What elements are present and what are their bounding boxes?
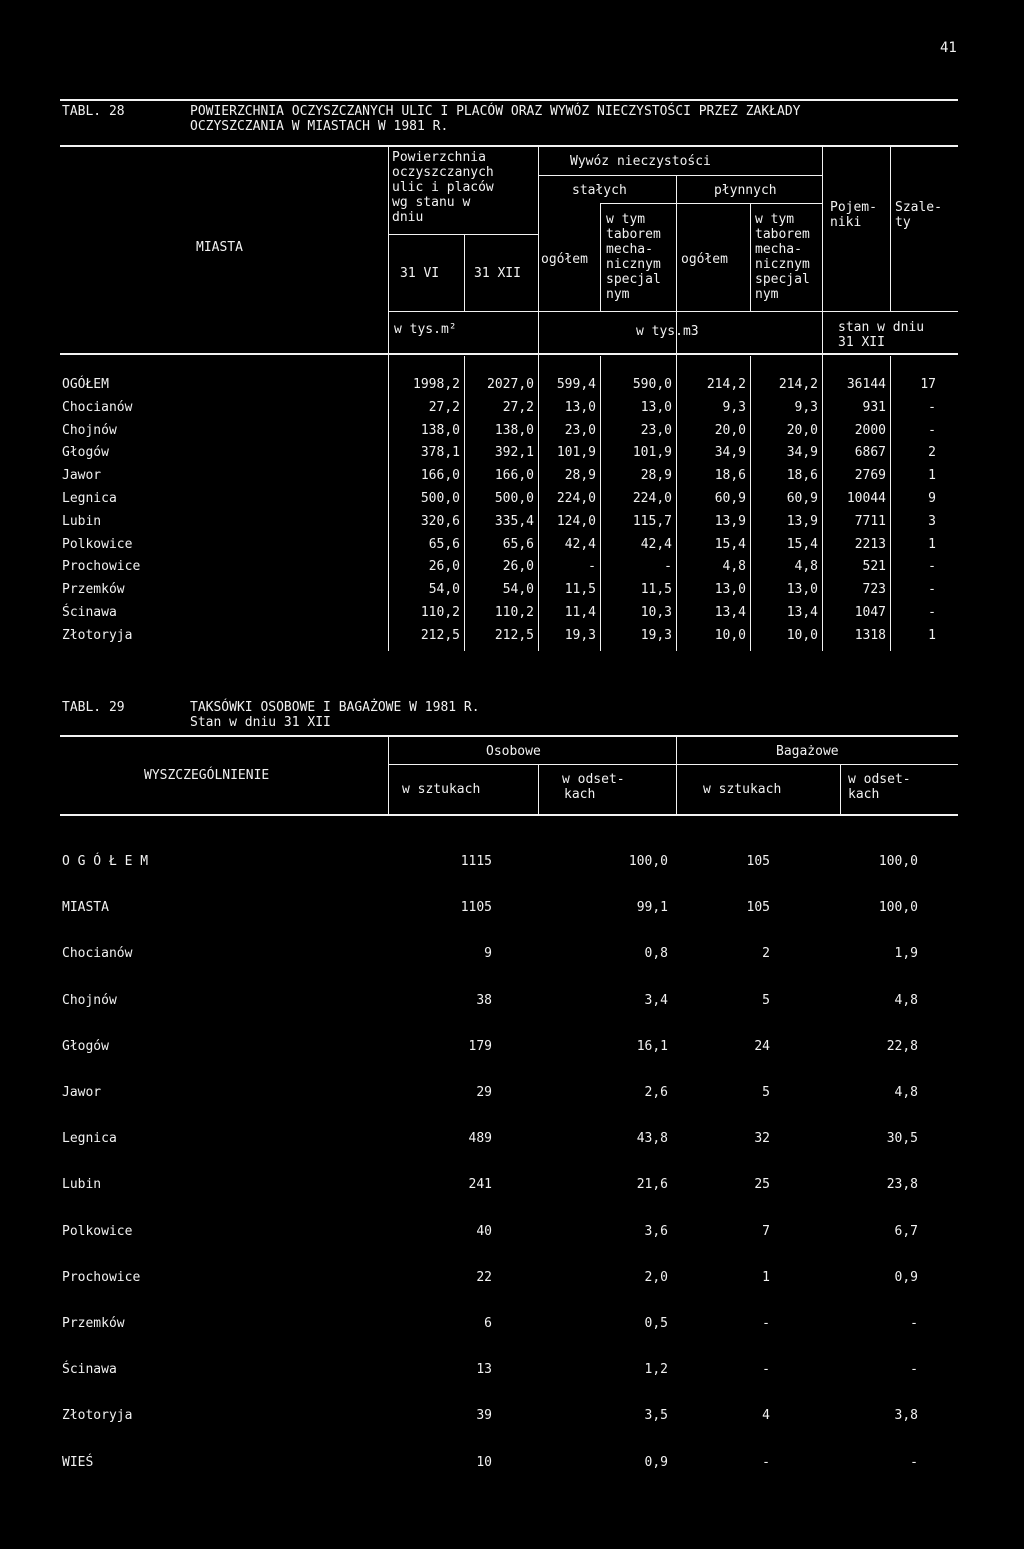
table-29-vline (676, 736, 677, 814)
table-29-stub-header: WYSZCZEGÓLNIENIE (144, 768, 270, 783)
table-28-liquid-header: płynnych (714, 183, 777, 198)
cell-value: 42,4 (640, 536, 672, 552)
cell-value: 28,9 (564, 468, 596, 484)
cell-value: 13,0 (564, 399, 596, 415)
cell-value: 1 (762, 1269, 770, 1285)
table-row (0, 605, 1024, 627)
cell-value: 1318 (854, 627, 886, 643)
row-name: Chocianów (62, 946, 133, 962)
table-28-stub-header: MIASTA (196, 240, 243, 255)
cell-value: - (928, 582, 936, 598)
row-name: Chojnów (62, 992, 117, 1008)
cell-value: 99,1 (636, 900, 668, 916)
cell-value: 3,4 (644, 992, 668, 1008)
cell-value: - (928, 422, 936, 438)
cell-value: 27,2 (502, 399, 534, 415)
table-28-liquid-total: ogółem (681, 252, 728, 267)
cell-value: 241 (468, 1177, 492, 1193)
cell-value: 15,4 (714, 536, 746, 552)
table-29-top-rule (60, 735, 958, 737)
table-29-passenger-units: w sztukach (402, 782, 481, 797)
cell-value: 2 (928, 445, 936, 461)
cell-value: 13,0 (786, 582, 818, 598)
cell-value: 11,5 (564, 582, 596, 598)
table-row (0, 1224, 1024, 1248)
page-number: 41 (940, 40, 957, 56)
cell-value: 54,0 (428, 582, 460, 598)
cell-value: 10,3 (640, 605, 672, 620)
table-29-label: TABL. 29 (62, 700, 125, 715)
row-name: Legnica (62, 491, 117, 506)
cell-value: 212,5 (494, 627, 534, 643)
cell-value: 224,0 (632, 491, 672, 506)
cell-value: 42,4 (564, 536, 596, 552)
row-name: Jawor (62, 468, 102, 484)
cell-value: 23,0 (564, 422, 596, 438)
table-28-waste-sub-rule (600, 203, 822, 204)
cell-value: 500,0 (494, 491, 534, 506)
cell-value: 11,4 (564, 605, 596, 620)
row-name: OGÓŁEM (62, 377, 109, 392)
cell-value: 599,4 (556, 377, 596, 392)
table-row (0, 468, 1024, 490)
cell-value: 1 (928, 536, 936, 552)
table-28-solid-header: stałych (572, 183, 627, 198)
cell-value: 7711 (854, 513, 886, 529)
cell-value: 10 (476, 1454, 492, 1470)
cell-value: 1 (928, 468, 936, 484)
table-28-area-rule (388, 234, 538, 235)
cell-value: - (762, 1316, 770, 1331)
table-row (0, 559, 1024, 581)
row-name: Prochowice (62, 559, 141, 575)
cell-value: 138,0 (494, 422, 534, 438)
cell-value: 1105 (460, 900, 492, 916)
cell-value: 2 (762, 946, 770, 962)
table-row (0, 1085, 1024, 1109)
cell-value: 10044 (846, 491, 886, 506)
cell-value: 29 (476, 1085, 492, 1100)
cell-value: 110,2 (420, 605, 460, 620)
cell-value: - (910, 1454, 918, 1470)
table-29-luggage-header: Bagażowe (776, 744, 839, 759)
cell-value: 4,8 (894, 992, 918, 1008)
table-28-waste-rule (538, 175, 822, 176)
cell-value: - (910, 1362, 918, 1378)
row-name: Prochowice (62, 1269, 141, 1285)
cell-value: 20,0 (714, 422, 746, 438)
table-row (0, 514, 1024, 536)
cell-value: 105 (746, 900, 770, 916)
cell-value: 60,9 (714, 491, 746, 506)
cell-value: 392,1 (494, 445, 534, 461)
cell-value: 335,4 (494, 513, 534, 529)
row-name: Przemków (62, 1316, 125, 1331)
cell-value: - (928, 399, 936, 415)
cell-value: 13,9 (786, 513, 818, 529)
row-name: MIASTA (62, 900, 109, 916)
cell-value: - (928, 605, 936, 620)
row-name: Ścinawa (62, 1362, 117, 1378)
cell-value: 521 (862, 559, 886, 575)
row-name: Lubin (62, 1177, 102, 1193)
cell-value: 22 (476, 1269, 492, 1285)
cell-value: 13,9 (714, 513, 746, 529)
table-29-luggage-pct: w odset- kach (848, 772, 911, 802)
cell-value: 115,7 (632, 513, 672, 529)
cell-value: 9 (484, 946, 492, 962)
cell-value: 22,8 (886, 1038, 918, 1054)
cell-value: 3 (928, 513, 936, 529)
cell-value: 4,8 (894, 1085, 918, 1100)
table-28-solid-total: ogółem (541, 252, 588, 267)
cell-value: 13,4 (714, 605, 746, 620)
table-28-body-rule (60, 353, 958, 355)
table-row (0, 1270, 1024, 1294)
cell-value: 378,1 (420, 445, 460, 461)
table-28-vline (600, 204, 601, 311)
cell-value: 4,8 (722, 559, 746, 575)
cell-value: 65,6 (502, 536, 534, 552)
cell-value: 214,2 (706, 377, 746, 392)
cell-value: - (762, 1454, 770, 1470)
cell-value: 4,8 (794, 559, 818, 575)
cell-value: 23,8 (886, 1177, 918, 1193)
cell-value: 13,4 (786, 605, 818, 620)
cell-value: 60,9 (786, 491, 818, 506)
cell-value: 105 (746, 854, 770, 869)
table-row (0, 377, 1024, 399)
table-28-area-unit: w tys.m² (394, 322, 457, 337)
table-row (0, 854, 1024, 878)
table-row (0, 900, 1024, 924)
table-29-vline (388, 736, 389, 814)
cell-value: 5 (762, 1085, 770, 1100)
cell-value: 124,0 (556, 513, 596, 529)
cell-value: 54,0 (502, 582, 534, 598)
cell-value: 36144 (846, 377, 886, 392)
cell-value: 26,0 (428, 559, 460, 575)
cell-value: 1,9 (894, 946, 918, 962)
cell-value: 3,6 (644, 1223, 668, 1239)
cell-value: 13,0 (640, 399, 672, 415)
cell-value: 9 (928, 491, 936, 506)
cell-value: 6,7 (894, 1223, 918, 1239)
row-name: Przemków (62, 582, 125, 598)
table-28-unit-rule (388, 311, 958, 312)
table-row (0, 1131, 1024, 1155)
cell-value: 26,0 (502, 559, 534, 575)
cell-value: 2769 (854, 468, 886, 484)
cell-value: 489 (468, 1131, 492, 1147)
cell-value: 25 (754, 1177, 770, 1193)
row-name: Lubin (62, 513, 102, 529)
cell-value: 2,6 (644, 1085, 668, 1100)
table-28-liquid-incl: w tym taborem mecha- nicznym specjal nym (755, 212, 810, 302)
cell-value: 1 (928, 627, 936, 643)
cell-value: 2000 (854, 422, 886, 438)
table-29-header-rule (60, 814, 958, 816)
table-28-pits-header: Szale- ty (895, 200, 942, 230)
cell-value: - (762, 1362, 770, 1378)
row-name: Złotoryja (62, 1408, 133, 1424)
cell-value: 7 (762, 1223, 770, 1239)
table-28-col-31xii: 31 XII (474, 266, 521, 281)
table-row (0, 1316, 1024, 1340)
cell-value: 43,8 (636, 1131, 668, 1147)
cell-value: 38 (476, 992, 492, 1008)
cell-value: 27,2 (428, 399, 460, 415)
cell-value: 1998,2 (413, 377, 460, 392)
table-28-solid-incl: w tym taborem mecha- nicznym specjal nym (606, 212, 661, 302)
cell-value: 500,0 (420, 491, 460, 506)
cell-value: 32 (754, 1131, 770, 1147)
table-row (0, 1039, 1024, 1063)
table-29-vline (538, 765, 539, 814)
table-row (0, 491, 1024, 513)
cell-value: 100,0 (878, 900, 918, 916)
table-row (0, 1408, 1024, 1432)
cell-value: 13,0 (714, 582, 746, 598)
cell-value: 6 (484, 1316, 492, 1331)
cell-value: 100,0 (878, 854, 918, 869)
table-row (0, 445, 1024, 467)
table-29-title-line2: Stan w dniu 31 XII (190, 715, 331, 730)
cell-value: 3,5 (644, 1408, 668, 1424)
cell-value: 320,6 (420, 513, 460, 529)
cell-value: 1,2 (644, 1362, 668, 1378)
row-name: Ścinawa (62, 605, 117, 620)
cell-value: 39 (476, 1408, 492, 1424)
table-row (0, 946, 1024, 970)
cell-value: 11,5 (640, 582, 672, 598)
table-28-title-line1: POWIERZCHNIA OCZYSZCZANYCH ULIC I PLACÓW ORAZ WYWÓZ NIECZYSTOŚCI PRZEZ ZAKŁADY (190, 104, 801, 119)
cell-value: 1115 (460, 854, 492, 869)
cell-value: 101,9 (632, 445, 672, 461)
table-row (0, 400, 1024, 422)
cell-value: 931 (862, 399, 886, 415)
row-name: WIEŚ (62, 1454, 94, 1470)
row-name: Legnica (62, 1131, 117, 1147)
cell-value: 34,9 (714, 445, 746, 461)
cell-value: 0,5 (644, 1316, 668, 1331)
cell-value: - (910, 1316, 918, 1331)
cell-value: 0,9 (894, 1269, 918, 1285)
row-name: Złotoryja (62, 627, 133, 643)
table-28-header-rule (60, 145, 958, 147)
cell-value: 2213 (854, 536, 886, 552)
table-29-vline (840, 765, 841, 814)
cell-value: 13 (476, 1362, 492, 1378)
table-row (0, 1455, 1024, 1479)
cell-value: 5 (762, 992, 770, 1008)
table-29-luggage-units: w sztukach (703, 782, 782, 797)
cell-value: 6867 (854, 445, 886, 461)
cell-value: - (664, 559, 672, 575)
cell-value: 19,3 (640, 627, 672, 643)
cell-value: 28,9 (640, 468, 672, 484)
table-29-group-rule (388, 764, 958, 765)
cell-value: 9,3 (794, 399, 818, 415)
cell-value: 9,3 (722, 399, 746, 415)
table-28-title-line2: OCZYSZCZANIA W MIASTACH W 1981 R. (190, 119, 449, 134)
cell-value: 4 (762, 1408, 770, 1424)
cell-value: 10,0 (714, 627, 746, 643)
table-row (0, 423, 1024, 445)
cell-value: 1047 (854, 605, 886, 620)
cell-value: 24 (754, 1038, 770, 1054)
cell-value: 10,0 (786, 627, 818, 643)
table-28-area-header: Powierzchnia oczyszczanych ulic i placów wg stanu w dniu (392, 150, 494, 225)
table-28-containers-header: Pojem- niki (830, 200, 877, 230)
cell-value: 3,8 (894, 1408, 918, 1424)
cell-value: 17 (920, 377, 936, 392)
cell-value: 100,0 (628, 854, 668, 869)
table-28-top-rule (60, 99, 958, 101)
table-28-col-31vi: 31 VI (400, 266, 440, 281)
table-row (0, 1362, 1024, 1386)
cell-value: 20,0 (786, 422, 818, 438)
table-row (0, 1177, 1024, 1201)
cell-value: 166,0 (420, 468, 460, 484)
row-name: O G Ó Ł E M (62, 854, 149, 869)
table-row (0, 628, 1024, 650)
table-29-passenger-pct: w odset- kach (562, 772, 625, 802)
table-row (0, 993, 1024, 1017)
table-28-vline (464, 235, 465, 311)
cell-value: 723 (862, 582, 886, 598)
row-name: Głogów (62, 445, 109, 461)
cell-value: 18,6 (714, 468, 746, 484)
table-28-vline (750, 204, 751, 311)
table-28-label: TABL. 28 (62, 104, 125, 119)
table-28-waste-unit: w tys.m3 (636, 324, 699, 339)
cell-value: 2027,0 (487, 377, 534, 392)
cell-value: 166,0 (494, 468, 534, 484)
table-29-passenger-header: Osobowe (486, 744, 541, 759)
cell-value: 0,9 (644, 1454, 668, 1470)
table-28-waste-header: Wywóz nieczystości (570, 154, 711, 169)
cell-value: 16,1 (636, 1038, 668, 1054)
cell-value: 15,4 (786, 536, 818, 552)
cell-value: 40 (476, 1223, 492, 1239)
table-28-cont-unit: stan w dniu 31 XII (838, 320, 925, 350)
table-row (0, 582, 1024, 604)
table-29-title-line1: TAKSÓWKI OSOBOWE I BAGAŻOWE W 1981 R. (190, 700, 480, 715)
cell-value: 2,0 (644, 1269, 668, 1285)
cell-value: 212,5 (420, 627, 460, 643)
table-row (0, 537, 1024, 559)
cell-value: 21,6 (636, 1177, 668, 1193)
cell-value: 101,9 (556, 445, 596, 461)
cell-value: 18,6 (786, 468, 818, 484)
cell-value: 179 (468, 1038, 492, 1054)
row-name: Chocianów (62, 399, 133, 415)
row-name: Jawor (62, 1085, 102, 1100)
cell-value: 23,0 (640, 422, 672, 438)
row-name: Polkowice (62, 536, 133, 552)
cell-value: 0,8 (644, 946, 668, 962)
row-name: Chojnów (62, 422, 117, 438)
cell-value: 19,3 (564, 627, 596, 643)
row-name: Polkowice (62, 1223, 133, 1239)
row-name: Głogów (62, 1038, 109, 1054)
cell-value: 65,6 (428, 536, 460, 552)
cell-value: 224,0 (556, 491, 596, 506)
cell-value: 34,9 (786, 445, 818, 461)
cell-value: - (928, 559, 936, 575)
cell-value: 214,2 (778, 377, 818, 392)
cell-value: 138,0 (420, 422, 460, 438)
cell-value: - (588, 559, 596, 575)
cell-value: 590,0 (632, 377, 672, 392)
cell-value: 30,5 (886, 1131, 918, 1147)
table-28-vline (890, 146, 891, 311)
cell-value: 110,2 (494, 605, 534, 620)
